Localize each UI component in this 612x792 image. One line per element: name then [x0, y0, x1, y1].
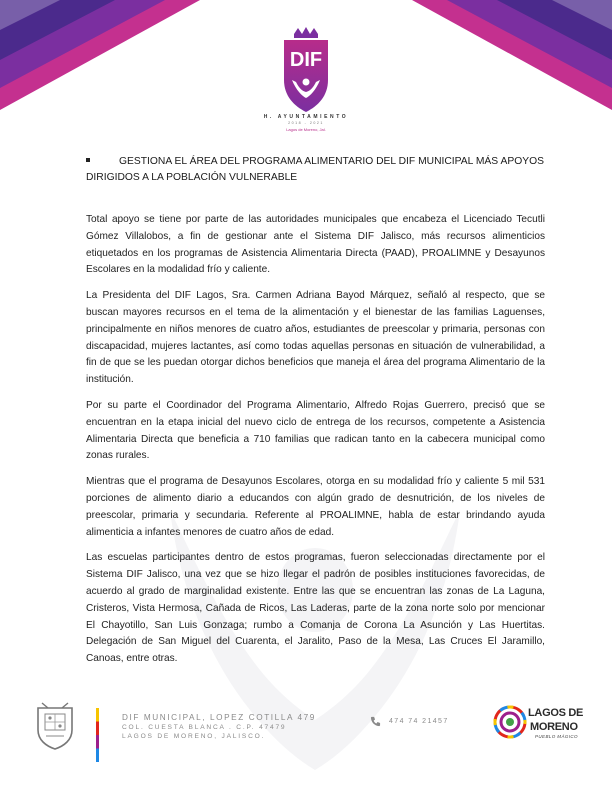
- ayuntamiento-label: H. AYUNTAMIENTO: [263, 114, 349, 120]
- paragraph-3: Por su parte el Coordinador del Programa Alimentario, Alfredo Rojas Guerrero, precisó que se encuentran en la etapa inicial del nuevo ciclo de entrega de los recursos, competente a Asistencia Alimentaria Directa que beneficia a 710 familias que radican tanto en la cabecera municipal como zonas rurales.: [86, 399, 545, 462]
- city-logo-tagline: PUEBLO MÁGICO: [535, 734, 578, 739]
- phone-icon: [370, 716, 381, 727]
- footer-color-bar: [96, 708, 99, 762]
- paragraph-4: Mientras que el programa de Desayunos Escolares, otorga en su modalidad frío y caliente 5 mil 531 porciones de alimento diario a educandos con algún grado de desnutrición, de los niveles de preescolar, primaria y secundaria. Referente al PROALIMNE, habla de estar brindando ayuda alimenticia a infantes menores de cuatro años de edad.: [86, 476, 545, 538]
- document-body: [86, 212, 545, 677]
- administration-years: 2018 - 2021: [288, 121, 324, 125]
- paragraph-5: Las escuelas participantes dentro de estos programas, fueron seleccionadas directamente por el Sistema DIF Jalisco, una vez que se hizo llegar el padrón de posibles instituciones favorecidas, de acuerdo al grado de marginalidad existente. Entre las que se encuentran las zonas de La Laguna, Cristeros, Vista Hermosa, Cañada de Ricos, Las Laderas, parte de la zona norte solo por mencionar El Chayotillo, San Luis Gonzaga; rumbo a Comanja de Corona La Asunción y Las Huertitas. Delegación de San Miguel del Cuarenta, el Jaralito, Paso de la Mesa, Las Cruces El Jaramillo, Canoas, entre otras.: [86, 552, 545, 665]
- logo-dif-text: DIF: [289, 49, 323, 71]
- city-logo-line-2: MORENO: [530, 721, 578, 733]
- footer-address-line-3: LAGOS DE MORENO, JALISCO.: [122, 733, 266, 740]
- footer-phone: 474 74 21457: [389, 718, 449, 725]
- corner-ribbon-right: [412, 0, 612, 110]
- footer-address-line-1: DIF MUNICIPAL, LOPEZ COTILLA 479: [122, 713, 316, 722]
- lagos-de-moreno-logo-icon: [492, 705, 528, 739]
- corner-ribbon-left: [0, 0, 200, 110]
- paragraph-1: Total apoyo se tiene por parte de las autoridades municipales que encabeza el Licenciado Tecutli Gómez Villalobos, a fin de gestionar ante el Sistema DIF Jalisco, más recursos alimenticios etiquetados en los programas de Asistencia Alimentaria Directa (PAAD), PROALIMNE y Desayunos Escolares en la modalidad frío y caliente.: [86, 214, 545, 276]
- dif-logo: [276, 24, 336, 116]
- footer-address-line-2: COL. CUESTA BLANCA . C.P. 47479: [122, 724, 287, 731]
- document-title: GESTIONA EL ÁREA DEL PROGRAMA ALIMENTARIO DEL DIF MUNICIPAL MÁS APOYOS DIRIGIDOS A LA POBLACIÓN VULNERABLE: [86, 156, 544, 183]
- logo-city-caption: Lagos de Moreno, Jal.: [286, 127, 326, 132]
- coat-of-arms-icon: [32, 700, 78, 750]
- city-logo-line-1: LAGOS DE: [528, 707, 584, 719]
- paragraph-2: La Presidenta del DIF Lagos, Sra. Carmen Adriana Bayod Márquez, señaló al respecto, que se buscan mayores recursos en el tema de la alimentación y el bienestar de las familias Laguenses, principalmente en niños menores de cuatro años, estudiantes de preescolar y primaria, personas con discapacidad, mujeres lactantes, así como todas aquellas personas en situación de vulnerabilidad, a fin de que se les puedan otorgar dichos beneficios que maneja el área del programa Alimentario de la institución.: [86, 290, 545, 386]
